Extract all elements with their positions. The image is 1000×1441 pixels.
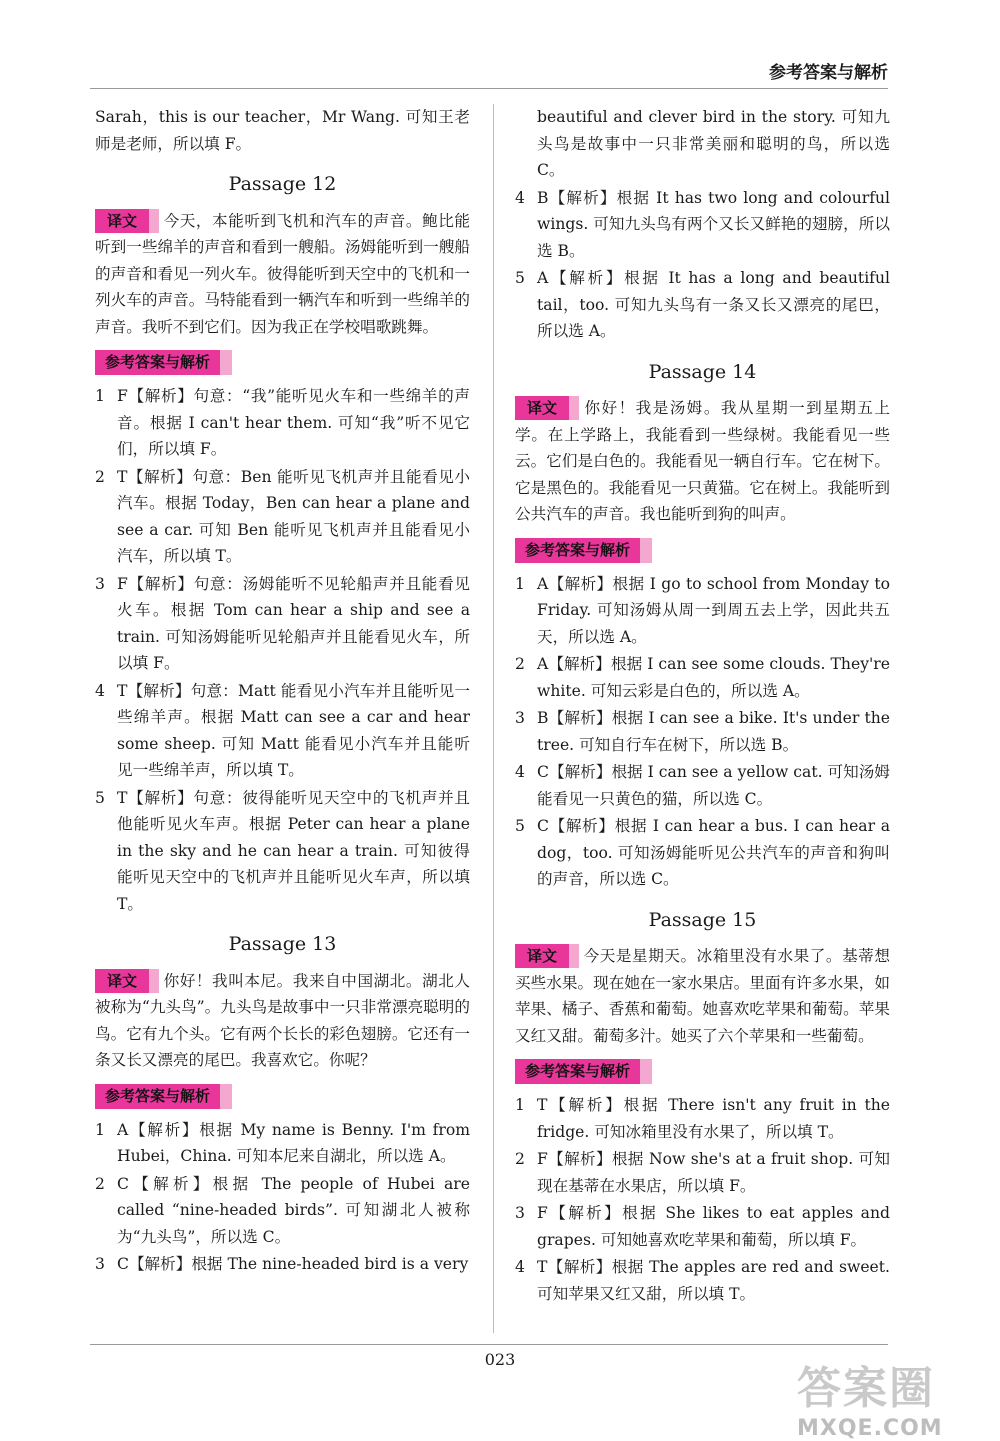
left-column (95, 104, 470, 1279)
answer-item (515, 813, 890, 893)
answer-number (515, 104, 537, 184)
analysis-label: 【解析】 (128, 1255, 192, 1273)
answer-list-p12 (95, 383, 470, 917)
answer-choice: T (537, 1096, 548, 1114)
answer-body (117, 464, 470, 570)
answer-body (537, 813, 890, 893)
answer-body (537, 265, 890, 345)
answer-choice: T (537, 1258, 548, 1276)
watermark-logo (797, 1352, 982, 1441)
answer-list-p14 (515, 571, 890, 893)
answer-text: 根据 My name is Benny. I'm from Hubei，China. 可知本尼来自湖北，所以选 A。 (117, 1120, 470, 1165)
passage-14-translation (515, 395, 890, 528)
answer-item (515, 651, 890, 704)
answer-text: 根据 The nine-headed bird is a very (191, 1255, 469, 1273)
analysis-label: 【解析】 (548, 817, 615, 835)
answer-choice: C (117, 1255, 129, 1273)
column-divider (493, 104, 494, 1333)
analysis-label: 【解析】 (127, 467, 193, 486)
answer-choice: C (537, 817, 549, 835)
answer-choice: F (537, 1150, 548, 1168)
running-header: 参考答案与解析 (769, 63, 888, 83)
answer-list-p15 (515, 1092, 890, 1307)
answer-item (95, 1251, 470, 1278)
translation-text: 今天是星期天。冰箱里没有水果了。基蒂想买些水果。现在她在一家水果店。里面有许多水果，如苹果、橘子、香蕉和葡萄。她喜欢吃苹果和葡萄。苹果又红又甜。葡萄多汁。她买了六个苹果和一些葡萄。 (515, 947, 890, 1045)
answer-number: 3 (95, 574, 105, 593)
passage-15-translation (515, 943, 890, 1049)
analysis-label: 【解析】 (127, 387, 194, 405)
answer-number: 2 (95, 1174, 105, 1193)
answer-number: 1 (515, 574, 525, 593)
answer-body (117, 571, 470, 677)
answer-choice: A (537, 655, 549, 673)
answer-choice: T (117, 467, 128, 486)
answer-text: 根据 It has a long and beautiful tail，too. 可知九头鸟有一条又长又漂亮的尾巴，所以选 A。 (537, 269, 890, 340)
answer-body (537, 1200, 890, 1253)
answers-heading: 参考答案与解析 (95, 350, 220, 375)
answer-number: 4 (515, 188, 525, 207)
answer-number: 1 (95, 387, 105, 405)
answer-item (515, 265, 890, 345)
analysis-label: 【解析】 (127, 788, 194, 807)
answer-item (95, 1117, 470, 1170)
answer-choice: C (537, 763, 549, 781)
answer-choice: B (537, 188, 549, 207)
answer-text: 根据 I can see some clouds. They're white. 可知云彩是白色的，所以选 A。 (537, 655, 890, 700)
translation-tag: 译文 (95, 209, 149, 233)
answer-item (95, 1171, 470, 1251)
answer-item (515, 185, 890, 265)
answer-body (117, 1117, 470, 1170)
answer-body (537, 651, 890, 704)
answer-item (95, 464, 470, 570)
analysis-label: 【解析】 (127, 574, 194, 593)
answer-text: 根据 I can hear a bus. I can hear a dog，too. 可知汤姆能听见公共汽车的声音和狗叫的声音，所以选 C。 (537, 817, 890, 888)
analysis-label: 【解析】 (548, 269, 625, 287)
answer-body (537, 571, 890, 651)
translation-text: 你好！我是汤姆。我从星期一到星期五上学。在上学路上，我能看到一些绿树。我能看见一些云。它们是白色的。我能看见一辆自行车。它在树下。它是黑色的。我能看见一只黄猫。它在树上。我能听到公共汽车的声音。我也能听到狗的叫声。 (515, 399, 890, 523)
answer-item (95, 785, 470, 918)
answer-text: 句意：“我”能听见火车和一些绵羊的声音。根据 I can't hear them. 可知“我”听不见它们，所以填 F。 (117, 387, 470, 458)
answer-choice: T (117, 681, 128, 700)
answer-text: 根据 There isn't any fruit in the fridge. 可知冰箱里没有水果了，所以填 T。 (537, 1096, 890, 1141)
answer-choice: A (117, 1120, 129, 1139)
answer-choice: A (537, 574, 549, 593)
answer-text: 句意：汤姆能听不见轮船声并且能看见火车。根据 Tom can hear a ship and see a train. 可知汤姆能听见轮船声并且能看见火车，所以填 F。 (117, 574, 470, 672)
answer-body (537, 759, 890, 812)
answer-item (515, 759, 890, 812)
answer-number: 4 (95, 681, 105, 700)
answers-heading: 参考答案与解析 (515, 1059, 640, 1084)
answer-text: 根据 It has two long and colourful wings. 可知九头鸟有两个又长又鲜艳的翅膀，所以选 B。 (537, 188, 890, 260)
answer-number: 5 (95, 788, 105, 807)
analysis-label: 【解析】 (548, 574, 613, 593)
answer-list-p13 (95, 1117, 470, 1278)
answers-heading: 参考答案与解析 (515, 538, 640, 563)
analysis-label: 【解析】 (548, 188, 617, 207)
answer-choice: F (537, 1204, 548, 1222)
translation-tag: 译文 (95, 969, 149, 993)
answer-choice: F (117, 574, 128, 593)
analysis-label: 【解析】 (547, 1258, 612, 1276)
answer-choice: T (117, 788, 128, 807)
answer-choice: A (537, 269, 549, 287)
answer-body (117, 678, 470, 784)
answer-text: 句意：Matt 能看见小汽车并且能听见一些绵羊声。根据 Matt can see a car and hear some sheep. 可知 Matt 能看见小汽车并且能听见一些绵羊声，所以填 T。 (117, 681, 470, 779)
answer-item (515, 1200, 890, 1253)
translation-text: 你好！我叫本尼。我来自中国湖北。湖北人被称为“九头鸟”。九头鸟是故事中一只非常漂亮聪明的鸟。它有九个头。它有两个长长的彩色翅膀。它还有一条又长又漂亮的尾巴。我喜欢它。你呢？ (95, 971, 470, 1069)
passage-12-translation (95, 208, 470, 341)
right-column (515, 104, 890, 1308)
answer-number: 3 (515, 1204, 525, 1222)
passage-13-translation (95, 968, 470, 1074)
answer-text: 根据 The apples are red and sweet. 可知苹果又红又甜，所以填 T。 (537, 1258, 890, 1303)
answer-number: 3 (515, 709, 525, 727)
passage-13-title: Passage 13 (228, 933, 337, 955)
analysis-label: 【解析】 (547, 1204, 623, 1222)
answer-item (515, 1254, 890, 1307)
answer-number: 3 (95, 1255, 105, 1273)
answer-body (117, 383, 470, 463)
answer-item (515, 1146, 890, 1199)
answer-item (95, 383, 470, 463)
header-rule (90, 88, 888, 89)
answer-item (515, 1092, 890, 1145)
answer-item (515, 571, 890, 651)
translation-tag: 译文 (515, 396, 569, 420)
answer-number: 1 (515, 1096, 525, 1114)
answer-body (117, 785, 470, 918)
answer-number: 2 (95, 467, 105, 486)
analysis-label: 【解析】 (548, 763, 612, 781)
answer-text: 根据 I can see a bike. It's under the tree. 可知自行车在树下，所以选 B。 (537, 709, 890, 754)
answer-text: beautiful and clever bird in the story. 可知九头鸟是故事中一只非常美丽和聪明的鸟，所以选 C。 (537, 108, 890, 179)
answer-body (537, 1254, 890, 1307)
answer-body (117, 1171, 470, 1251)
answer-choice: B (537, 709, 549, 727)
answer-number: 2 (515, 655, 525, 673)
translation-tag: 译文 (515, 944, 569, 968)
answer-item (515, 104, 890, 184)
answer-text: 根据 The people of Hubei are called “nine-headed birds”. 可知湖北人被称为“九头鸟”，所以选 C。 (117, 1174, 470, 1246)
analysis-label: 【解析】 (548, 709, 612, 727)
analysis-label: 【解析】 (548, 655, 611, 673)
answer-text: 句意：彼得能听见天空中的飞机声并且他能听见火车声。根据 Peter can hear a plane in the sky and he can hear a train. 可知彼得能听见天空中的飞机声并且能听见火车声，所以填 T。 (117, 788, 470, 913)
analysis-label: 【解析】 (128, 1174, 213, 1193)
analysis-label: 【解析】 (547, 1096, 624, 1114)
footer-rule (90, 1344, 888, 1345)
analysis-label: 【解析】 (547, 1150, 612, 1168)
passage-15-title: Passage 15 (648, 908, 757, 931)
analysis-label: 【解析】 (127, 681, 191, 700)
answer-body (537, 104, 890, 184)
translation-text: 今天，本能听到飞机和汽车的声音。鲍比能听到一些绵羊的声音和看到一艘船。汤姆能听到一艘船的声音和看见一列火车。彼得能听到天空中的飞机和一列火车的声音。马特能看到一辆汽车和听到一些绵羊的声音。我听不到它们。因为我正在学校唱歌跳舞。 (95, 211, 470, 336)
answers-heading: 参考答案与解析 (95, 1084, 220, 1109)
intro-text: Sarah，this is our teacher，Mr Wang. 可知王老师是老师，所以填 F。 (95, 108, 470, 153)
answer-number: 1 (95, 1120, 105, 1139)
answer-body (537, 1146, 890, 1199)
answer-number: 5 (515, 817, 525, 835)
answer-item (515, 705, 890, 758)
answer-number: 5 (515, 269, 525, 287)
answer-text: 根据 Now she's at a fruit shop. 可知现在基蒂在水果店，所以填 F。 (537, 1150, 890, 1195)
analysis-label: 【解析】 (128, 1120, 200, 1139)
answer-body (537, 1092, 890, 1145)
answer-text: 根据 I can see a yellow cat. 可知汤姆能看见一只黄色的猫，所以选 C。 (537, 763, 890, 808)
watermark-en: MXQE.COM (797, 1416, 943, 1441)
answer-body (537, 185, 890, 265)
answer-list-p13-continued (515, 104, 890, 345)
answer-number: 4 (515, 763, 525, 781)
answer-choice: C (117, 1174, 129, 1193)
page-number: 023 (484, 1350, 516, 1369)
watermark-cn: 答案圈 (797, 1363, 935, 1414)
answer-number: 2 (515, 1150, 525, 1168)
answer-body (117, 1251, 470, 1278)
answer-body (537, 705, 890, 758)
answer-number: 4 (515, 1258, 525, 1276)
answer-text: 根据 She likes to eat apples and grapes. 可知她喜欢吃苹果和葡萄，所以填 F。 (537, 1204, 890, 1249)
answer-item (95, 571, 470, 677)
answer-text: 根据 I go to school from Monday to Friday. 可知汤姆从周一到周五去上学，因此共五天，所以选 A。 (537, 574, 890, 646)
passage-14-title: Passage 14 (648, 360, 757, 383)
answer-choice: F (117, 387, 128, 405)
passage-12-title: Passage 12 (228, 173, 337, 195)
answer-item (95, 678, 470, 784)
answer-text: 句意：Ben 能听见飞机声并且能看见小汽车。根据 Today，Ben can hear a plane and see a car. 可知 Ben 能听见飞机声并且能看见小汽车，所以填 T。 (117, 467, 470, 565)
